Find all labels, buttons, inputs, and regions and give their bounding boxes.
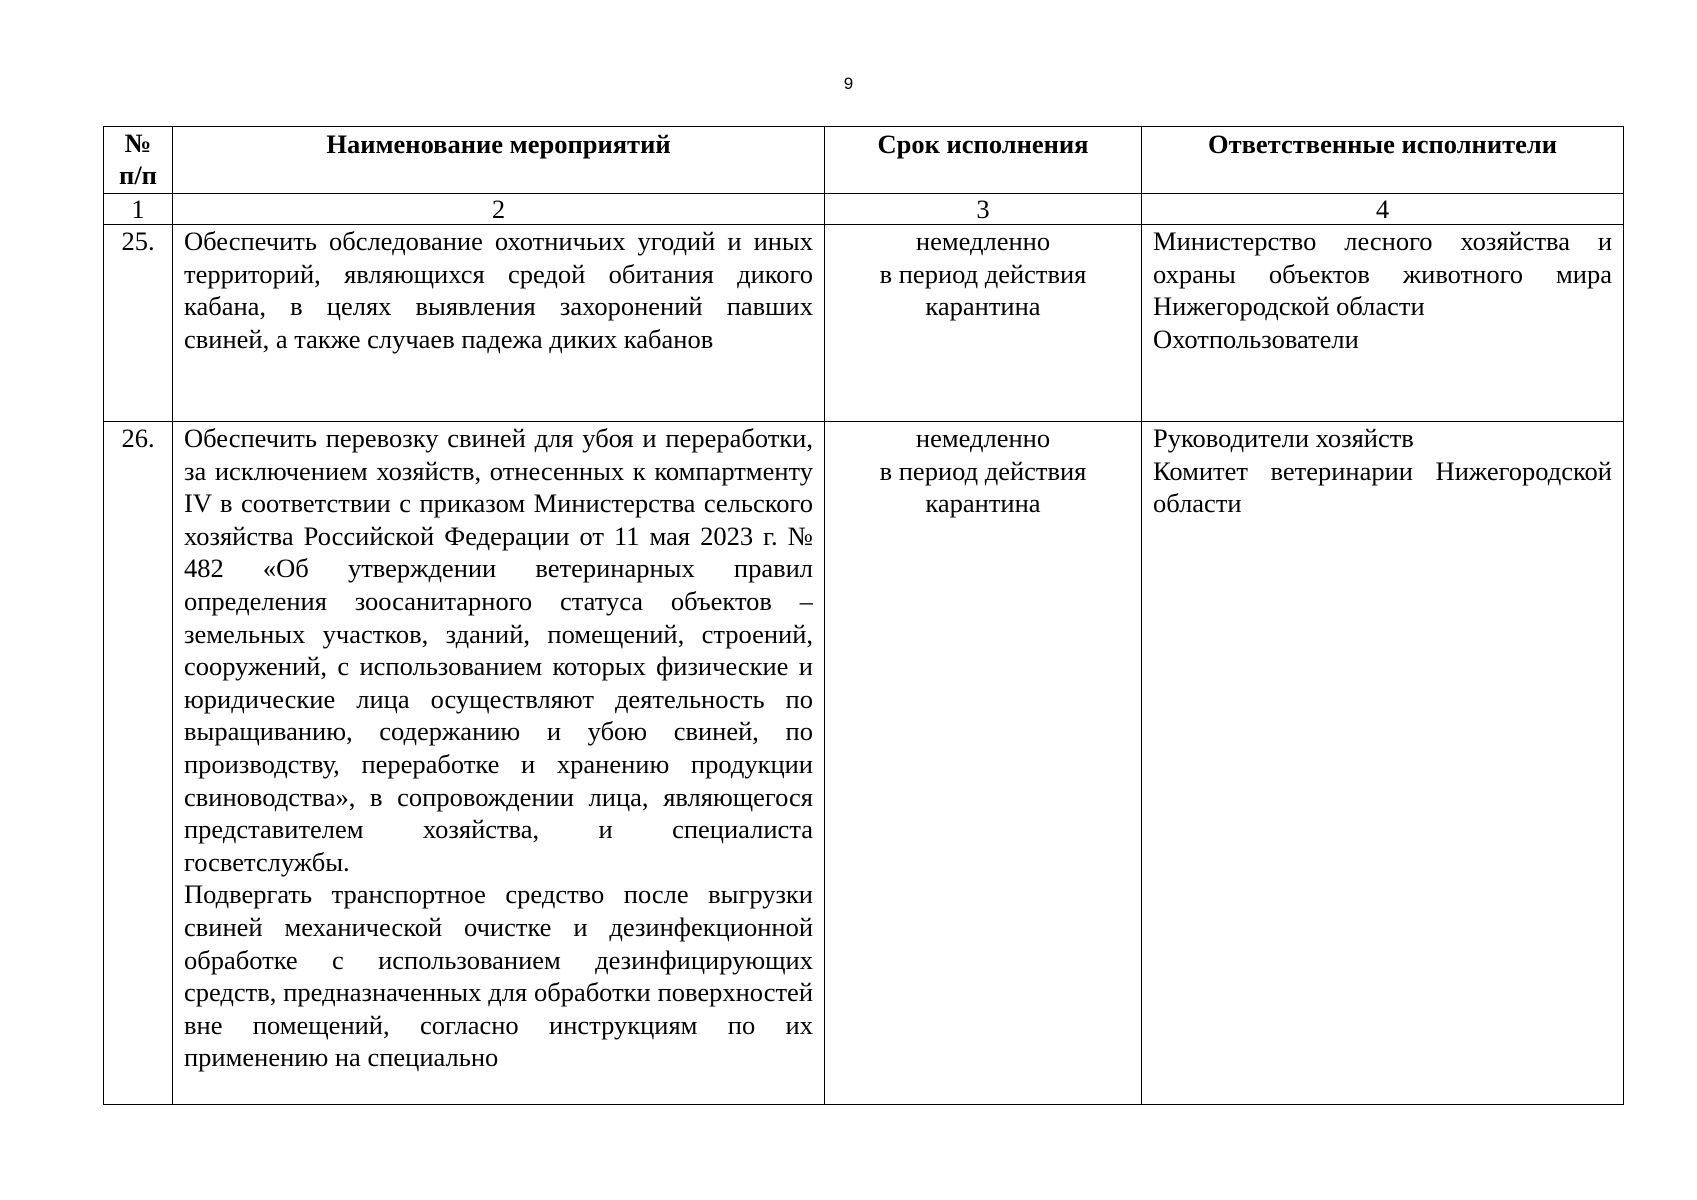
deadline-cell: [825, 422, 1142, 1105]
measure-paragraph: Обеспечить обследование охотничьих угодий и иных территорий, являющихся средой обитания дикого кабана, в целях выявления захоронений павших свиней, а также случаев падежа диких кабанов: [184, 226, 813, 354]
column-number-4: 4: [1142, 194, 1624, 225]
deadline-line: немедленно: [915, 226, 1051, 256]
measure-paragraph: Подвергать транспортное средство после выгрузки свиней механической очистке и дезинфекционной обработке с использованием дезинфицирующих средств, предназначенных для обработки поверхностей вне помещений, согласно инструкциям по их применению на специально: [184, 879, 813, 1073]
deadline-cell: [825, 225, 1142, 422]
deadline-line: в период действия: [879, 455, 1087, 486]
responsible-entry: Руководители хозяйств: [1153, 423, 1414, 453]
measure-name: [173, 422, 825, 1105]
measure-name: [173, 225, 825, 422]
header-deadline: Срок исполнения: [825, 127, 1142, 194]
column-number-1: 1: [104, 194, 173, 225]
responsible-entry: Охотпользователи: [1153, 323, 1359, 354]
responsible-cell: [1142, 422, 1624, 1105]
responsible-entry: Комитет ветеринарии Нижегородской области: [1153, 455, 1612, 519]
table-header-row: [104, 127, 1624, 194]
responsible-entry: Министерство лесного хозяйства и охраны объектов животного мира Нижегородской области: [1153, 226, 1612, 322]
table-row: [104, 225, 1624, 422]
column-number-2: 2: [173, 194, 825, 225]
deadline-line: карантина: [925, 291, 1041, 322]
measure-paragraph: Обеспечить перевозку свиней для убоя и переработки, за исключением хозяйств, отнесенных к компартменту IV в соответствии с приказом Министерства сельского хозяйства Российской Федерации от 11 мая 2023 г. № 482 «Об утверждении ветеринарных правил определения зоосанитарного статуса объектов – земельных участков, зданий, помещений, строений, сооружений, с использованием которых физические и юридические лица осуществляют деятельность по выращиванию, содержанию и убою свиней, по производству, переработке и хранению продукции свиноводства», в сопровождении лица, являющегося представителем хозяйства, и специалиста госветслужбы.: [184, 423, 813, 877]
header-responsible: Ответственные исполнители: [1142, 127, 1624, 194]
column-number-3: 3: [825, 194, 1142, 225]
page-number: 9: [843, 74, 854, 93]
measure-text-container: [184, 422, 813, 1074]
header-num-label: № п/п: [119, 128, 157, 190]
deadline-line: карантина: [925, 488, 1041, 519]
header-name: Наименование мероприятий: [173, 127, 825, 194]
responsible-cell: [1142, 225, 1624, 422]
row-number: 26.: [104, 422, 173, 1105]
header-num: [104, 127, 173, 194]
table-row: [104, 422, 1624, 1105]
row-number: 25.: [104, 225, 173, 422]
column-number-row: [104, 194, 1624, 225]
measures-table: [103, 126, 1624, 1105]
deadline-line: в период действия: [879, 258, 1087, 289]
deadline-line: немедленно: [915, 423, 1051, 453]
